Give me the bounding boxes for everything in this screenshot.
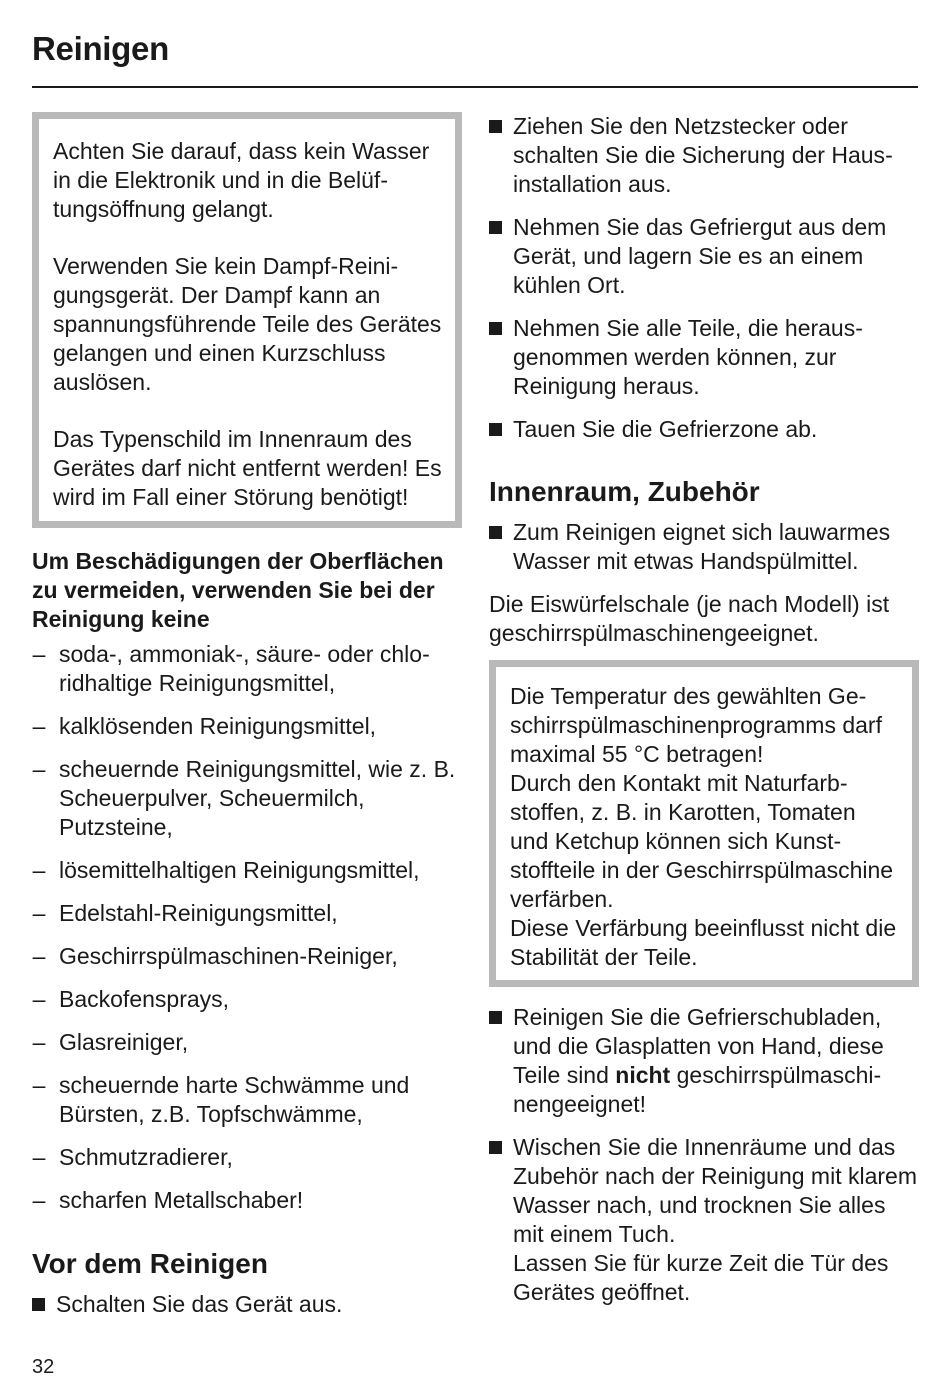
dash-bullet: – [32,1029,46,1055]
dash-bullet: – [32,1072,46,1098]
list-item-text: Glasreiniger, [59,1029,189,1055]
square-bullet-icon [489,221,502,234]
list-item-text: Nehmen Sie alle Teile, die herausgenommen werden können, zur Reinigung heraus. [513,315,863,399]
notice-paragraph: Achten Sie darauf, dass kein Wasser in die Elektronik und in die Belüftungsöffnung gelangt. [53,138,430,222]
list-item [32,1290,462,1319]
dash-bullet: – [32,943,46,969]
list-item [489,213,919,300]
list-item-text: Edelstahl-Reinigungsmittel, [59,900,338,926]
list-item-text: Zum Reinigen eignet sich lauwarmes Wasser mit etwas Handspülmittel. [513,519,891,574]
dash-bullet: – [32,1187,46,1213]
list-item-text: Wischen Sie die Innenräume und das Zubehör nach der Reinigung mit klarem Wasser nach, und trocknen Sie alles mit einem Tuch. Lassen Sie für kurze Zeit die Tür des Gerätes geöffnet. [513,1134,917,1305]
square-bullet-icon [489,120,502,133]
square-bullet-icon [489,526,502,539]
dash-bullet: – [32,641,46,667]
section-heading-innenraum-zubehoer: Innenraum, Zubehör [489,476,760,507]
list-item-text: scheuernde Reinigungsmittel, wie z. B. Scheuerpulver, Scheuermilch, Putzsteine, [59,756,456,840]
list-item [32,942,462,971]
dash-bullet: – [32,1144,46,1170]
right-column [489,112,919,1321]
dash-bullet: – [32,986,46,1012]
list-item-text: Tauen Sie die Gefrierzone ab. [513,416,818,442]
list-item-text: Schalten Sie das Gerät aus. [56,1291,343,1317]
dash-bullet: – [32,713,46,739]
innenraum-list [489,518,919,576]
emphasis-nicht: nicht [615,1062,671,1088]
square-bullet-icon [32,1298,45,1311]
list-item-text: lösemittelhaltigen Reinigungsmittel, [59,857,420,883]
list-item [32,712,462,741]
ice-tray-note: Die Eiswürfelschale (je nach Modell) ist geschirrspülmaschinengeeignet. [489,591,890,646]
dash-bullet: – [32,857,46,883]
list-item [489,1003,919,1119]
dash-bullet: – [32,756,46,782]
list-item-text: scheuernde harte Schwämme und Bürsten, z.B. Topfschwämme, [59,1072,410,1127]
list-item-text: soda-, ammoniak-, säure- oder chloridhaltige Reinigungsmittel, [59,641,430,696]
list-item-text: Geschirrspülmaschinen-Reiniger, [59,943,398,969]
temperature-notice-box [489,660,919,987]
title-divider [32,86,918,88]
list-item [32,856,462,885]
left-column [32,112,462,1333]
notice-line: Diese Verfärbung beeinflusst nicht die Stabilität der Teile. [510,915,897,970]
list-item [32,1143,462,1172]
square-bullet-icon [489,1011,502,1024]
square-bullet-icon [489,1141,502,1154]
list-item [32,640,462,698]
square-bullet-icon [489,423,502,436]
list-item [32,899,462,928]
page-title: Reinigen [32,30,169,67]
page-number: 32 [32,1356,55,1378]
list-item-text: Nehmen Sie das Gefriergut aus dem Gerät, und lagern Sie es an einem kühlen Ort. [513,214,887,298]
list-item-text: scharfen Metallschaber! [59,1187,304,1213]
warning-notice-box [32,112,462,528]
notice-paragraph: Verwenden Sie kein Dampf-Reinigungsgerät. Der Dampf kann an spannungsführende Teile des Gerätes gelangen und einen Kurzschluss auslösen. [53,253,442,395]
list-item [32,1028,462,1057]
list-item-text: Schmutzradierer, [59,1144,233,1170]
dash-bullet: – [32,900,46,926]
cleaning-agents-intro: Um Beschädigungen der Oberflächen zu vermeiden, verwenden Sie bei der Reinigung keine [32,548,444,632]
list-item-text: Ziehen Sie den Netzstecker oder schalten Sie die Sicherung der Hausinstallation aus. [513,113,893,197]
list-item [32,755,462,842]
section-heading-vor-dem-reinigen: Vor dem Reinigen [32,1248,268,1279]
vor-dem-reinigen-list [32,1290,462,1319]
list-item [489,1133,919,1307]
list-item [489,518,919,576]
cleaning-steps-list [489,1003,919,1307]
list-item [489,415,919,444]
list-item [32,985,462,1014]
notice-line: Durch den Kontakt mit Naturfarbstoffen, z. B. in Karotten, Tomaten und Ketchup können sich Kunststoffteile in der Geschirrspülmaschine verfärben. [510,770,894,912]
notice-line: Die Temperatur des gewählten Geschirrspülmaschinenprogramms darf maximal 55 °C betragen! [510,683,882,767]
list-item [32,1071,462,1129]
list-item-text: Reinigen Sie die Gefrierschubladen, und die Glasplatten von Hand, diese Teile sind nicht geschirrspülmaschinengeeignet! [513,1004,884,1117]
list-item-text: Backofensprays, [59,986,230,1012]
list-item [32,1186,462,1215]
forbidden-agents-list [32,640,462,1215]
list-item [489,314,919,401]
list-item-text: kalklösenden Reinigungsmittel, [59,713,377,739]
square-bullet-icon [489,322,502,335]
notice-paragraph: Das Typenschild im Innenraum des Gerätes darf nicht entfernt werden! Es wird im Fall einer Störung benötigt! [53,426,442,510]
list-item [489,112,919,199]
vor-dem-reinigen-list-continued [489,112,919,444]
